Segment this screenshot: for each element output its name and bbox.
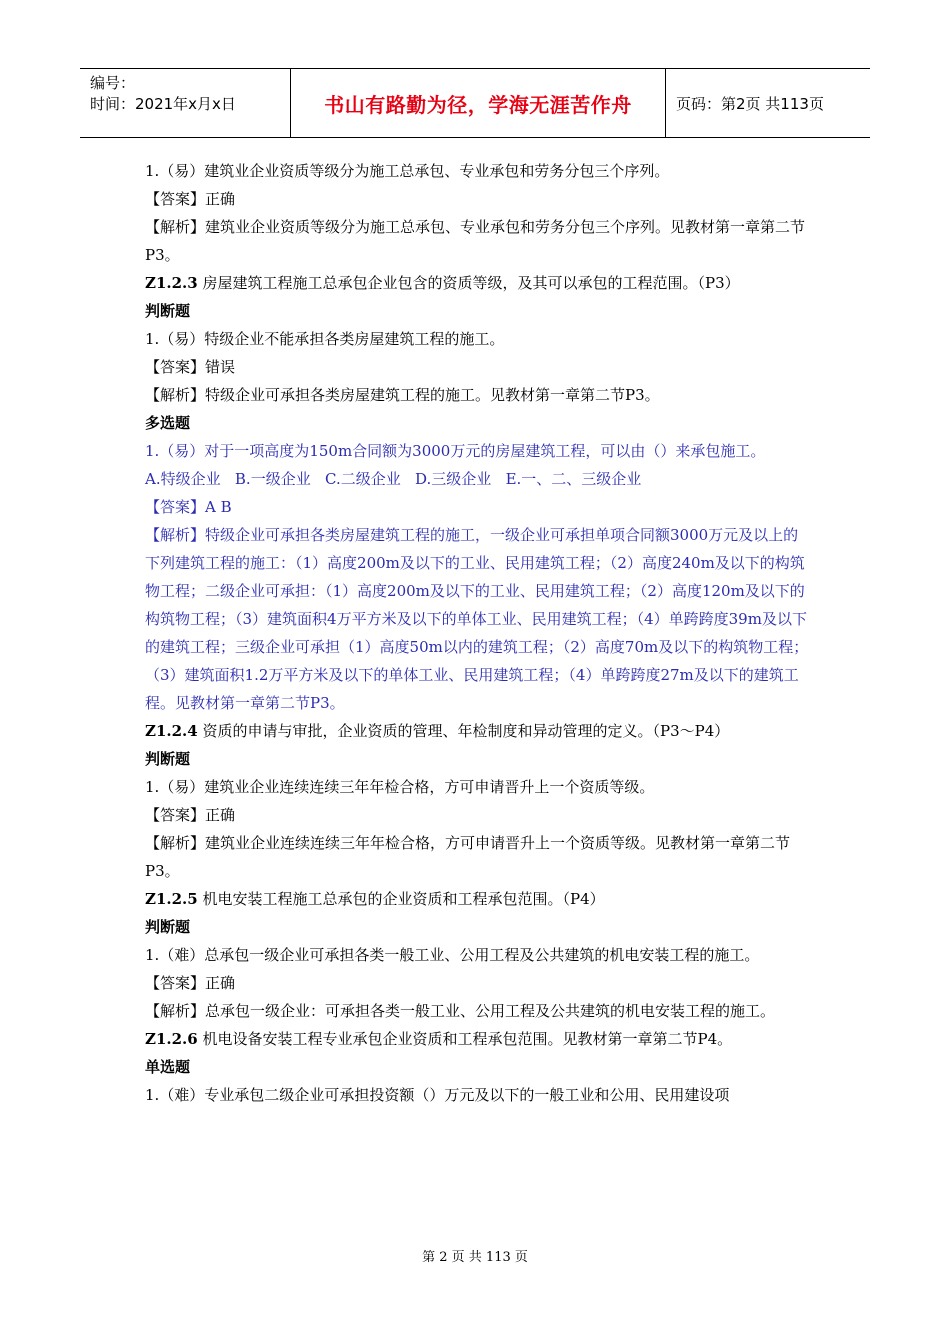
page-header [80,68,870,138]
time-label: 时间：2021年x月x日 [90,95,236,113]
document-line: 1.（易）特级企业不能承担各类房屋建筑工程的施工。 [145,330,505,348]
document-line: 【答案】错误 [145,358,236,376]
document-line: 1.（易）建筑业企业连续连续三年年检合格，方可申请晋升上一个资质等级。 [145,778,655,796]
document-line: 【答案】正确 [145,974,236,992]
section-title: 机电设备安装工程专业承包企业资质和工程承包范围。见教材第一章第二节P4。 [197,1030,733,1048]
document-line: 【解析】特级企业可承担各类房屋建筑工程的施工，一级企业可承担单项合同额3000万元及以上的下列建筑工程的施工：（1）高度200m及以下的工业、民用建筑工程；（2）高度240m及以下的构筑物工程；二级企业可承担：（1）高度200m及以下的工业、民用建筑工程；（2）高度120m及以下的构筑物工程；（3）建筑面积4万平方米及以下的单体工业、民用建筑工程；（4）单跨跨度39m及以下的建筑工程；三级企业可承担（1）高度50m以内的建筑工程；（2）高度70m及以下的构筑物工程；（3）建筑面积1.2万平方米及以下的单体工业、民用建筑工程；（4）单跨跨度27m及以下的建筑工程。见教材第一章第二节P3。 [145,526,809,712]
section-code: Z1.2.4 [145,722,198,740]
document-body [145,157,810,1109]
document-line: 多选题 [145,414,191,432]
document-line [145,717,810,745]
document-line: 1.（易）建筑业企业资质等级分为施工总承包、专业承包和劳务分包三个序列。 [145,162,670,180]
section-code: Z1.2.3 [145,274,198,292]
section-code: Z1.2.5 [145,890,198,908]
section-title: 房屋建筑工程施工总承包企业包含的资质等级，及其可以承包的工程范围。（P3） [197,274,740,292]
document-line: 判断题 [145,750,191,768]
section-code: Z1.2.6 [145,1030,198,1048]
document-line: 【解析】特级企业可承担各类房屋建筑工程的施工。见教材第一章第二节P3。 [145,386,660,404]
document-line [145,885,810,913]
page-footer: 第 2 页 共 113 页 [422,1250,528,1265]
motto: 书山有路勤为径，学海无涯苦作舟 [290,69,666,137]
document-line: 1.（难）专业承包二级企业可承担投资额（）万元及以下的一般工业和公用、民用建设项 [145,1086,730,1104]
header-meta [80,69,290,137]
document-line: 1.（易）对于一项高度为150m合同额为3000万元的房屋建筑工程，可以由（）来承包施工。 [145,442,766,460]
document-line: 1.（难）总承包一级企业可承担各类一般工业、公用工程及公共建筑的机电安装工程的施工。 [145,946,760,964]
page-info: 页码：第2页 共113页 [676,94,824,113]
section-title: 资质的申请与审批，企业资质的管理、年检制度和异动管理的定义。（P3～P4） [197,722,730,740]
document-line [145,1025,810,1053]
document-line: 单选题 [145,1058,191,1076]
document-line: 判断题 [145,918,191,936]
document-line: 【答案】正确 [145,190,236,208]
document-line: A.特级企业 B.一级企业 C.二级企业 D.三级企业 E.一、二、三级企业 [145,470,642,488]
number-label: 编号： [90,74,136,92]
document-line: 【解析】总承包一级企业：可承担各类一般工业、公用工程及公共建筑的机电安装工程的施工。 [145,1002,776,1020]
document-line: 【解析】建筑业企业连续连续三年年检合格，方可申请晋升上一个资质等级。见教材第一章第二节P3。 [145,834,791,880]
document-line: 【答案】正确 [145,806,236,824]
section-title: 机电安装工程施工总承包的企业资质和工程承包范围。（P4） [197,890,605,908]
document-line [145,269,810,297]
document-line: 判断题 [145,302,191,320]
document-line: 【答案】A B [145,498,232,516]
document-line: 【解析】建筑业企业资质等级分为施工总承包、专业承包和劳务分包三个序列。见教材第一章第二节P3。 [145,218,806,264]
